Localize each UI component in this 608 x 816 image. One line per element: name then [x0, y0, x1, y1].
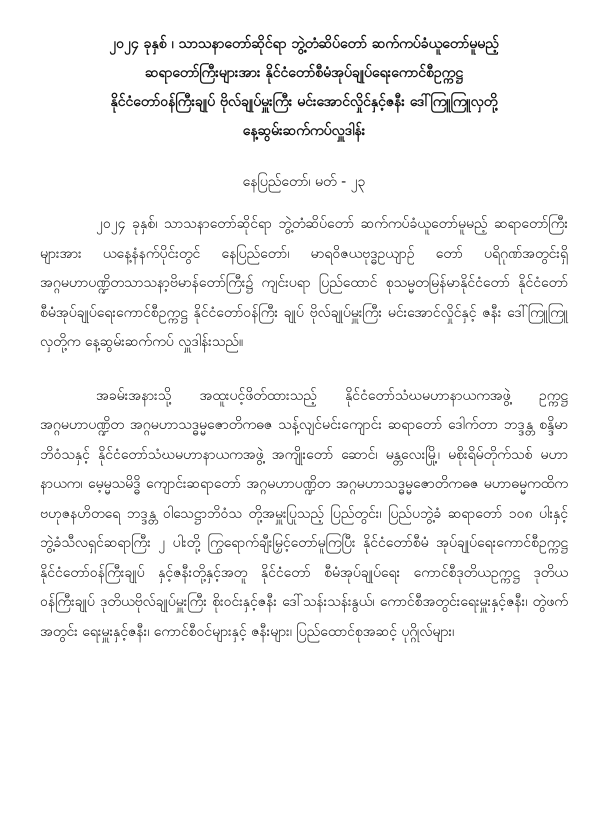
body-paragraph-2: အခမ်းအနားသို့ အထူးပင့်ဖိတ်ထားသည့် နိုင်ငံတော်သံဃမဟာနာယကအဖွဲ့ ဥက္ကဋ္ဌ အဂ္ဂမဟာပဏ္ဍိတ အဂ္ဂမဟာသဒ္ဓမ္မဇောတိကဓဇ သန့်လျင်မင်းကျောင်း ဆရာတော် ဒေါက်တာ ဘဒ္ဒန္တ စန္ဒိမာဘိဝံသနှင့် နိုင်ငံတော်သံဃမဟာနာယကအဖွဲ့ အကျိုးတော် ဆောင်၊ မန္တလေးမြို့၊ မစိုးရိမ်တိုက်သစ် မဟာနာယက၊ မေ့မ္မသမိဒ္ဓိ ကျောင်းဆရာတော် အဂ္ဂမဟာပဏ္ဍိတ အဂ္ဂမဟာသဒ္ဓမ္မဇောတိကဓဇ မဟာဓမ္မကထိက ဗဟုဇနဟိတရေ ဘဒ္ဒန္တ ဝါသေဋ္ဌာဘိဝံသ တို့အမှူးပြုသည့် ပြည်တွင်း၊ ပြည်ပဘွဲ့ခံ ဆရာတော် ၁၀၈ ပါးနှင့် ဘွဲ့ခံသီလရှင်ဆရာကြီး ၂ ပါးတို့ ကြွရောက်ချီးမြှင့်တော်မူကြပြီး နိုင်ငံတော်စီမံ အုပ်ချုပ်ရေးကောင်စီဥက္ကဋ္ဌ နိုင်ငံတော်ဝန်ကြီးချုပ် နှင့်ဇနီးတို့နှင့်အတူ နိုင်ငံတော် စီမံအုပ်ချုပ်ရေး ကောင်စီဒုတိယဥက္ကဋ္ဌ ဒုတိယဝန်ကြီးချုပ် ဒုတိယဗိုလ်ချုပ်မှူးကြီး စိုးဝင်းနှင့်ဇနီး ဒေါ်သန်းသန်းနွယ်၊ ကောင်စီအတွင်းရေးမှူးနှင့်ဇနီး၊ တွဲဖက်အတွင်း ရေးမှူးနှင့်ဇနီး၊ ကောင်စီဝင်များနှင့် ဇနီးများ၊ ပြည်ထောင်စုအဆင့် ပုဂ္ဂိုလ်များ၊ — [40, 387, 568, 640]
body-paragraph-1: ၂၀၂၄ ခုနှစ်၊ သာသနာတော်ဆိုင်ရာ ဘွဲ့တံဆိပ်တော် ဆက်ကပ်ခံယူတော်မူမည့် ဆရာတော်ကြီးများအား ယနေ့နံနက်ပိုင်းတွင် နေပြည်တော်၊ မာရဝိဇယဗုဒ္ဓဥယျာဉ် တော် ပရိဂုဏ်အတွင်းရှိ အဂ္ဂမဟာပဏ္ဍိတသာသနာ့ဗိမာန်တော်ကြီး၌ ကျင်းပရာ ပြည်ထောင် စုသမ္မတမြန်မာနိုင်ငံတော် နိုင်ငံတော်စီမံအုပ်ချုပ်ရေးကောင်စီဥက္ကဋ္ဌ နိုင်ငံတော်ဝန်ကြီး ချုပ် ဗိုလ်ချုပ်မှူးကြီး မင်းအောင်လှိုင်နှင့် ဇနီး ဒေါ်ကြူကြူလှတို့က နေ့ဆွမ်းဆက်ကပ် လှူဒါန်းသည်။ — [40, 216, 568, 350]
headline — [40, 30, 568, 146]
headline-line-3: နိုင်ငံတော်ဝန်ကြီးချုပ် ဗိုလ်ချုပ်မှူးကြီး မင်းအောင်လှိုင်နှင့်ဇနီး ဒေါ်ကြူကြူလှတို့ — [110, 94, 498, 110]
headline-line-1: ၂၀၂၄ ခုနှစ် ၊ သာသနာတော်ဆိုင်ရာ ဘွဲ့တံဆိပ်တော် ဆက်ကပ်ခံယူတော်မူမည့် — [109, 36, 499, 52]
headline-line-4: နေ့ဆွမ်းဆက်ကပ်လှူဒါန်း — [242, 123, 366, 139]
headline-line-2: ဆရာတော်ကြီးများအား နိုင်ငံတော်စီမံအုပ်ချုပ်ရေးကောင်စီဥက္ကဋ္ဌ — [145, 65, 463, 81]
dateline: နေပြည်တော်၊ မတ် - ၂၃ — [242, 174, 366, 190]
